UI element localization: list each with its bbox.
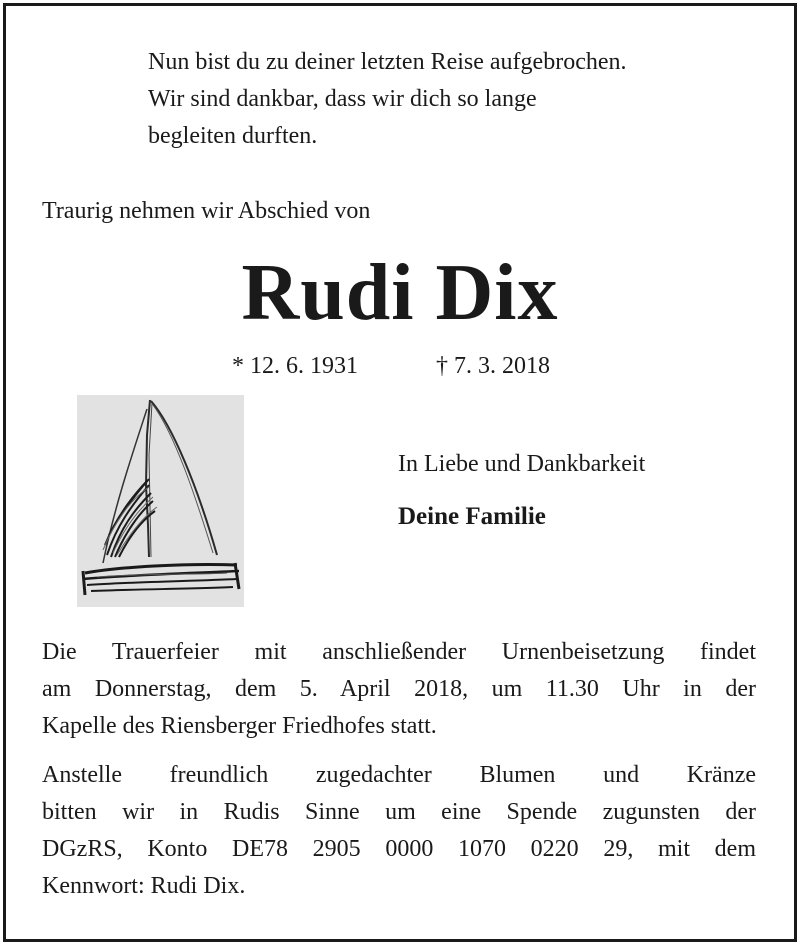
quote-line: Nun bist du zu deiner letzten Reise aufgebrochen. [148,49,627,75]
farewell-quote [148,44,627,155]
sailboat-drawing [77,395,244,607]
donation-line: Kennwort: Rudi Dix. [42,873,246,899]
birth-date: * 12. 6. 1931 [232,353,358,379]
service-line: Kapelle des Riensberger Friedhofes statt. [42,713,437,739]
funeral-service-paragraph [42,634,756,745]
quote-line: Wir sind dankbar, dass wir dich so lange [148,86,537,112]
deceased-name: Rudi Dix [241,249,559,337]
quote-line: begleiten durften. [148,123,318,149]
death-date: † 7. 3. 2018 [436,353,550,379]
donation-line: Anstelle freundlich zugedachter Blumen und Kränze [42,762,756,788]
donation-line: bitten wir in Rudis Sinne um eine Spende zugunsten der [42,799,756,825]
closing-phrase: In Liebe und Dankbarkeit [398,451,646,477]
intro-text: Traurig nehmen wir Abschied von [42,198,371,224]
service-line: Die Trauerfeier mit anschließender Urnenbeisetzung findet [42,639,756,665]
donation-paragraph [42,757,756,905]
donation-line: DGzRS, Konto DE78 2905 0000 1070 0220 29, mit dem [42,836,756,862]
family-signature: Deine Familie [398,503,546,530]
service-line: am Donnerstag, dem 5. April 2018, um 11.30 Uhr in der [42,676,756,702]
